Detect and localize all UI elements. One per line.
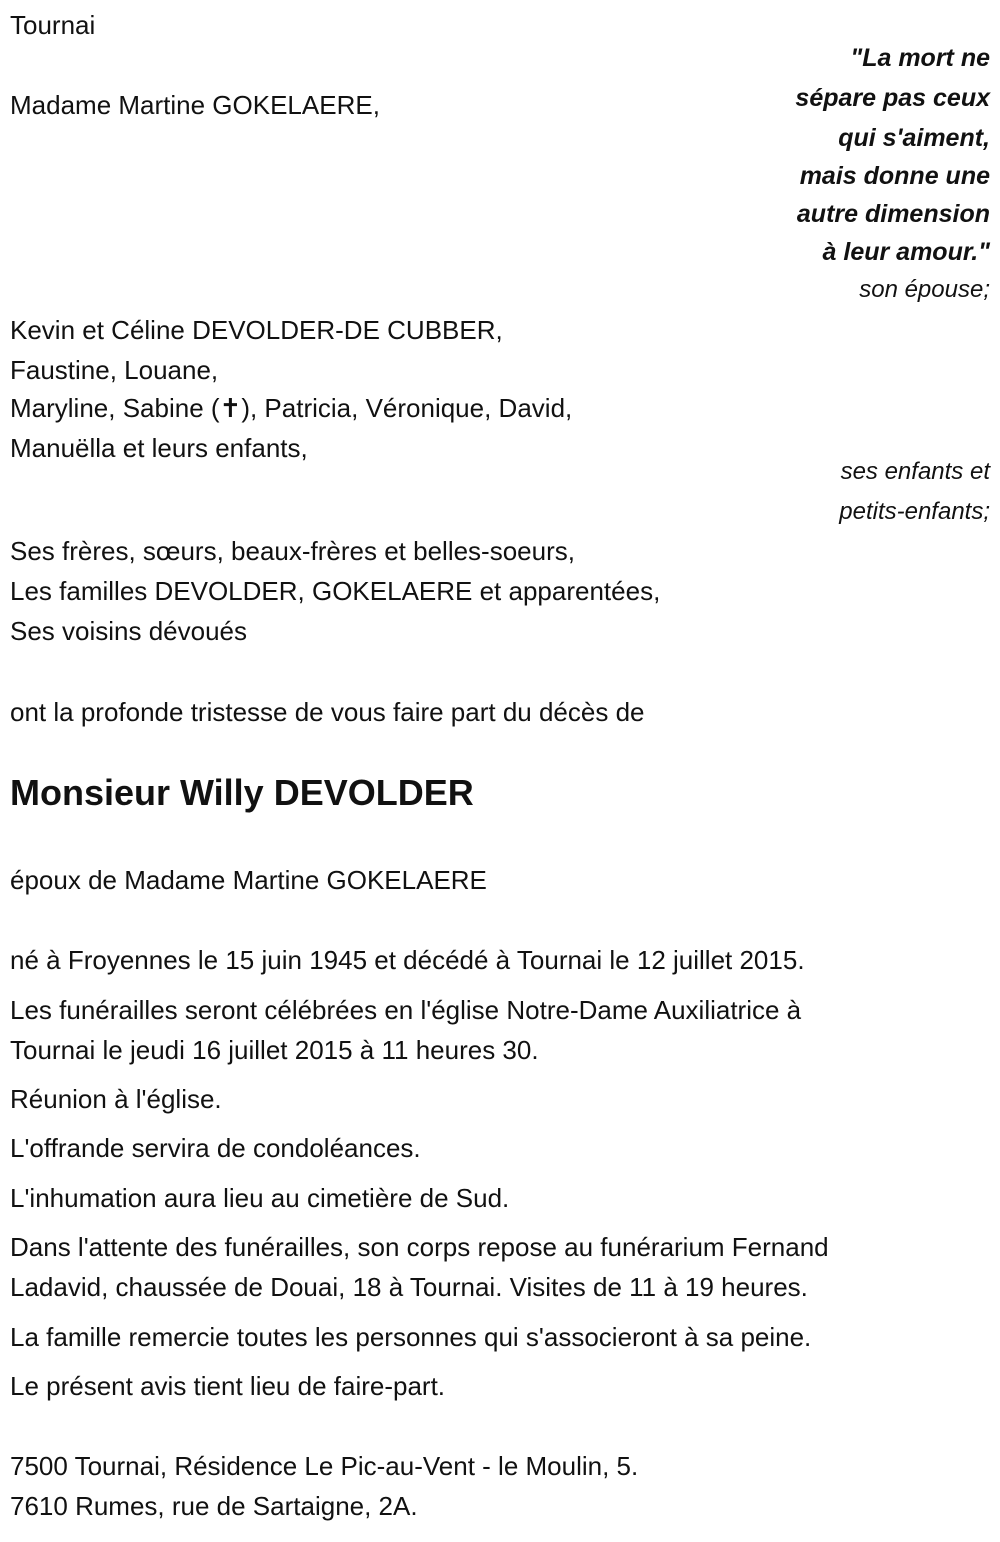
children-line: Manuëlla et leurs enfants, [10, 433, 308, 463]
detail-line: Tournai le jeudi 16 juillet 2015 à 11 heures 30. [10, 1035, 539, 1065]
quote-line: sépare pas ceux [795, 84, 990, 112]
announcement: ont la profonde tristesse de vous faire part du décès de [10, 697, 645, 727]
children-relation: petits-enfants; [839, 498, 990, 525]
detail-line: Réunion à l'église. [10, 1084, 222, 1114]
family-line: Les familles DEVOLDER, GOKELAERE et apparentées, [10, 576, 661, 606]
spouse-name: Madame Martine GOKELAERE, [10, 90, 380, 120]
children-line: Maryline, Sabine (✝), Patricia, Véronique, David, [10, 393, 573, 423]
spouse-relation: son épouse; [859, 276, 990, 303]
quote-line: mais donne une [799, 162, 990, 190]
detail-line: Dans l'attente des funérailles, son corps repose au funérarium Fernand [10, 1232, 829, 1262]
address-line: 7610 Rumes, rue de Sartaigne, 2A. [10, 1491, 418, 1521]
detail-line: Le présent avis tient lieu de faire-part. [10, 1371, 446, 1401]
quote-line: "La mort ne [850, 44, 990, 72]
quote-line: autre dimension [796, 200, 990, 228]
quote-line: à leur amour." [822, 238, 990, 266]
deceased-spouse: époux de Madame Martine GOKELAERE [10, 865, 487, 895]
detail-line: né à Froyennes le 15 juin 1945 et décédé à Tournai le 12 juillet 2015. [10, 945, 805, 975]
family-line: Ses voisins dévoués [10, 616, 248, 646]
detail-line: L'offrande servira de condoléances. [10, 1133, 421, 1163]
detail-line: Ladavid, chaussée de Douai, 18 à Tournai. Visites de 11 à 19 heures. [10, 1272, 808, 1302]
city: Tournai [10, 10, 96, 40]
detail-line: La famille remercie toutes les personnes qui s'associeront à sa peine. [10, 1322, 812, 1352]
detail-line: L'inhumation aura lieu au cimetière de Sud. [10, 1183, 510, 1213]
children-line: Kevin et Céline DEVOLDER-DE CUBBER, [10, 315, 503, 345]
children-line: Faustine, Louane, [10, 355, 219, 385]
detail-line: Les funérailles seront célébrées en l'église Notre-Dame Auxiliatrice à [10, 995, 802, 1025]
family-line: Ses frères, sœurs, beaux-frères et belles-soeurs, [10, 536, 575, 566]
deceased-name: Monsieur Willy DEVOLDER [10, 772, 474, 813]
quote-line: qui s'aiment, [838, 124, 990, 152]
children-relation: ses enfants et [840, 458, 990, 485]
address-line: 7500 Tournai, Résidence Le Pic-au-Vent - le Moulin, 5. [10, 1451, 639, 1481]
